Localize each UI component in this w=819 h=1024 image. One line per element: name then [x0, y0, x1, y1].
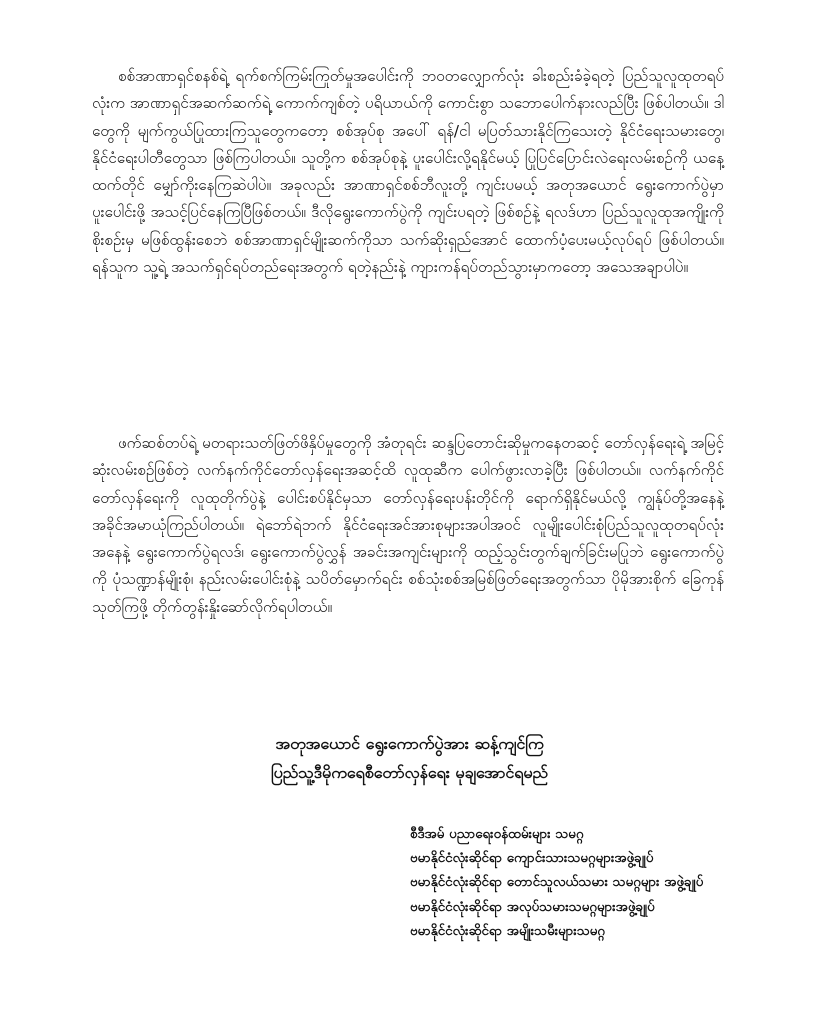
- slogan-revolution-must-win: ပြည်သူ့ဒီမိုကရေစီတော်လှန်ရေး မုချအောင်ရမည်: [270, 763, 549, 782]
- signatory-womens-union: ဗမာနိုင်ငံလုံးဆိုင်ရာ အမျိုးသမီးများသမဂ္ဂ: [410, 923, 606, 939]
- signatory-student-unions-federation: ဗမာနိုင်ငံလုံးဆိုင်ရာ ကျောင်းသားသမဂ္ဂများအဖွဲ့ချုပ်: [410, 851, 654, 867]
- signatory-workers-unions-federation: ဗမာနိုင်ငံလုံးဆိုင်ရာ အလုပ်သမားသမဂ္ဂများအဖွဲ့ချုပ်: [410, 899, 655, 915]
- statement-paragraph-2: ဖက်ဆစ်တပ်ရဲ့ မတရားသတ်ဖြတ်ဖိနှိပ်မှုတွေကို အံတုရင်း ဆန္ဒပြတောင်းဆိုမှုကနေတဆင့် တော်လှန်ရေးရဲ့ အမြင့်ဆုံးလမ်းစဉ်ဖြစ်တဲ့ လက်နက်ကိုင်တော်လှန်ရေးအဆင့်ထိ လူထုဆီက ပေါက်ဖွားလာခဲ့ပြီး ဖြစ်ပါတယ်။ လက်နက်ကိုင်တော်လှန်ရေးကို လူထုတိုက်ပွဲနဲ့ ပေါင်းစပ်နိုင်မှသာ တော်လှန်ရေးပန်းတိုင်ကို ရောက်ရှိနိုင်မယ်လို့ ကျွန်ုပ်တို့အနေနဲ့ အခိုင်အမာယုံကြည်ပါတယ်။ ရဲဘော်ရဲဘက် နိုင်ငံရေးအင်အားစုများအပါအဝင် လူမျိုးပေါင်းစုံပြည်သူလူထုတရပ်လုံးအနေနဲ့ ရွေးကောက်ပွဲရလဒ်၊ ရွေးကောက်ပွဲလွှန် အခင်းအကျင်းများကို ထည့်သွင်းတွက်ချက်ခြင်းမပြုဘဲ ရွေးကောက်ပွဲကို ပုံသဏ္ဍာန်မျိုးစုံ၊ နည်းလမ်းပေါင်းစုံနဲ့ သပိတ်မှောက်ရင်း စစ်သုံးစစ်အမြစ်ဖြတ်ရေးအတွက်သာ ပိုမိုအားစိုက် ခြေကုန်သုတ်ကြဖို့ တိုက်တွန်းနှိုးဆော်လိုက်ရပါတယ်။: [92, 434, 724, 616]
- slogan-oppose-sham-election: အတုအယောင် ရွေးကောက်ပွဲအား ဆန့်ကျင်ကြ: [275, 734, 544, 753]
- statement-paragraph-1: စစ်အာဏာရှင်စနစ်ရဲ့ ရက်စက်ကြမ်းကြုတ်မှုအပေါင်းကို ဘဝတလျှောက်လုံး ခါးစည်းခံခဲ့ရတဲ့ ပြည်သူလူထုတရပ်လုံးက အာဏာရှင်အဆက်ဆက်ရဲ့ ကောက်ကျစ်တဲ့ ပရိယာယ်ကို ကောင်းစွာ သဘောပေါက်နားလည်ပြီး ဖြစ်ပါတယ်။ ဒါတွေကို မျက်ကွယ်ပြုထားကြသူတွေကတော့ စစ်အုပ်စု အပေါ် ရန်/ငါ မပြတ်သားနိုင်ကြသေးတဲ့ နိုင်ငံရေးသမားတွေ၊ နိုင်ငံရေးပါတီတွေသာ ဖြစ်ကြပါတယ်။ သူတို့က စစ်အုပ်စုနဲ့ ပူးပေါင်းလို့ရနိုင်မယ့် ပြုပြင်ပြောင်းလဲရေးလမ်းစဉ်ကို ယနေ့ထက်တိုင် မျှော်ကိုးနေကြဆဲပါပဲ။ အခုလည်း အာဏာရှင်စစ်ဘီလူးတို့ ကျင်းပမယ့် အတုအယောင် ရွေးကောက်ပွဲမှာ ပူးပေါင်းဖို့ အသင့်ပြင်နေကြပြီဖြစ်တယ်။ ဒီလိုရွေးကောက်ပွဲကို ကျင်းပရတဲ့ ဖြစ်စဉ်နဲ့ ရလဒ်ဟာ ပြည်သူလူထုအကျိုးကို စိုးစဉ်းမှ မဖြစ်ထွန်းစေဘဲ စစ်အာဏာရှင်မျိုးဆက်ကိုသာ သက်ဆိုးရှည်အောင် ထောက်ပံ့ပေးမယ့်လုပ်ရပ် ဖြစ်ပါတယ်။ ရန်သူက သူ့ရဲ့ အသက်ရှင်ရပ်တည်ရေးအတွက် ရတဲ့နည်းနဲ့ ကျားကန်ရပ်တည်သွားမှာကတော့ အသေအချာပါပဲ။: [92, 67, 724, 277]
- signatory-farmers-unions-federation: ဗမာနိုင်ငံလုံးဆိုင်ရာ တောင်သူလယ်သမား သမဂ္ဂများ အဖွဲ့ချုပ်: [410, 875, 704, 891]
- signatory-cdm-education-union: စီဒီအမ် ပညာရေးဝန်ထမ်းများ သမဂ္ဂ: [410, 827, 584, 842]
- signatory-list: [410, 823, 810, 944]
